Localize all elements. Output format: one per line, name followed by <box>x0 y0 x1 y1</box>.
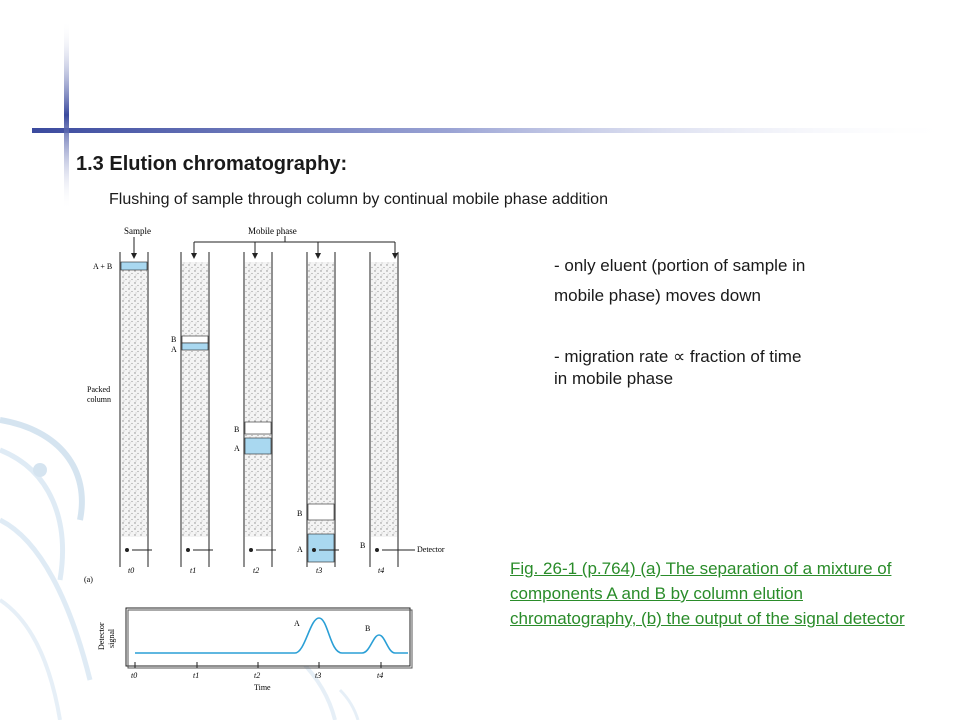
accent-vertical-bar <box>64 20 69 210</box>
signal-axis-label: signal <box>107 628 116 648</box>
bullet-line-2: mobile phase) moves down <box>554 286 761 305</box>
slide-subtitle: Flushing of sample through column by continual mobile phase addition <box>109 191 608 208</box>
time-tick-t4: t4 <box>377 671 384 680</box>
time-label-t3: t3 <box>316 566 323 575</box>
column-t4 <box>360 252 415 575</box>
label-b-t1: B <box>171 335 177 344</box>
time-axis-label: Time <box>254 683 271 692</box>
time-tick-t2: t2 <box>254 671 261 680</box>
column-t1 <box>171 252 213 575</box>
slide-title: 1.3 Elution chromatography: <box>76 153 348 175</box>
label-a-t1: A <box>171 345 177 354</box>
bullet-line-1: - only eluent (portion of sample in <box>554 256 806 275</box>
peak-b-label: B <box>365 624 371 633</box>
column-t0 <box>120 252 152 575</box>
time-tick-t0: t0 <box>131 671 138 680</box>
sample-label: Sample <box>124 226 151 236</box>
peak-a-label: A <box>294 619 300 628</box>
column-diagram <box>80 222 480 597</box>
column-t3 <box>297 252 339 575</box>
figure-caption-link[interactable]: Fig. 26-1 (p.764) (a) The separation of a mixture of components A and B by column elution chromatography, (b) the output of the signal detector <box>510 559 905 628</box>
time-label-t4: t4 <box>378 566 385 575</box>
mobile-phase-label: Mobile phase <box>248 226 297 236</box>
detector-axis-label: Detector <box>97 622 106 650</box>
label-b-t2: B <box>234 425 240 434</box>
label-a-t2: A <box>234 444 240 453</box>
label-b-t3: B <box>297 509 303 518</box>
time-label-t1: t1 <box>190 566 197 575</box>
column-label: column <box>87 395 111 404</box>
ab-label: A + B <box>93 262 113 271</box>
packed-label: Packed <box>87 385 111 394</box>
time-label-t2: t2 <box>253 566 260 575</box>
bullet-line-4: in mobile phase <box>554 369 674 388</box>
label-a-t3: A <box>297 545 303 554</box>
part-a-label: (a) <box>84 575 93 584</box>
detector-signal-plot <box>90 600 430 700</box>
column-t2 <box>234 252 276 575</box>
bullet-line-3: - migration rate ∝ fraction of time <box>554 347 802 366</box>
time-label-t0: t0 <box>128 566 135 575</box>
time-tick-t3: t3 <box>315 671 322 680</box>
accent-horizontal-bar <box>32 128 960 133</box>
detector-label: Detector <box>417 545 445 554</box>
label-b-t4: B <box>360 541 366 550</box>
time-tick-t1: t1 <box>193 671 200 680</box>
